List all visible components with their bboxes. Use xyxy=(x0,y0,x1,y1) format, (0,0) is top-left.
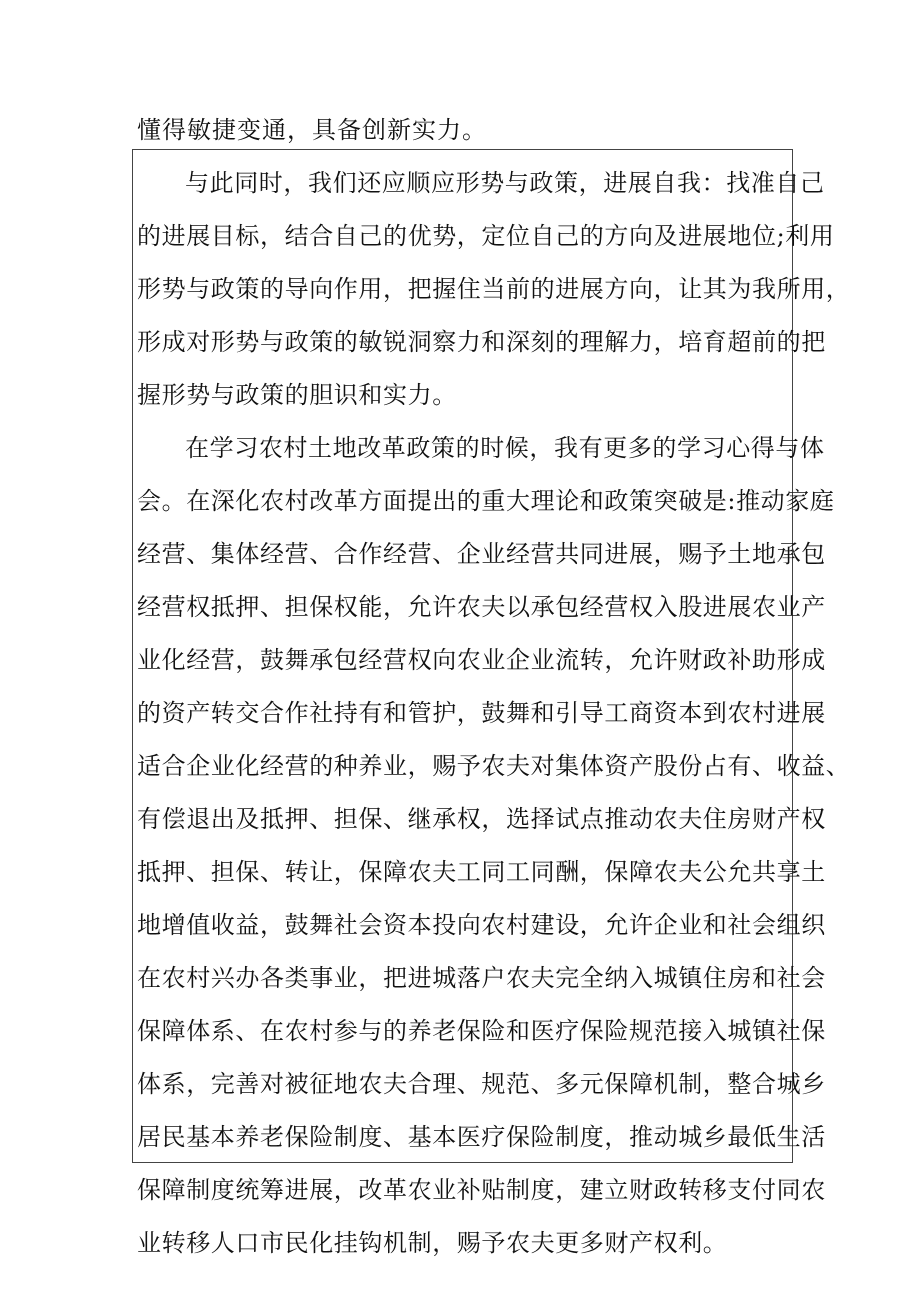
paragraph-2-line-15: 保障制度统筹进展，改革农业补贴制度，建立财政转移支付同农 xyxy=(137,1176,826,1204)
paragraph-2-line-11: 在农村兴办各类事业，把进城落户农夫完全纳入城镇住房和社会 xyxy=(137,964,826,992)
lead-text-line: 懂得敏捷变通，具备创新实力。 xyxy=(137,116,487,144)
paragraph-2-line-4: 经营权抵押、担保权能，允许农夫以承包经营权入股进展农业产 xyxy=(137,593,826,621)
paragraph-2-line-7: 适合企业化经营的种养业，赐予农夫对集体资产股份占有、收益、 xyxy=(137,752,851,780)
paragraph-2-line-2: 会。在深化农村改革方面提出的重大理论和政策突破是:推动家庭 xyxy=(137,487,835,515)
paragraph-2-line-9: 抵押、担保、转让，保障农夫工同工同酬，保障农夫公允共享土 xyxy=(137,858,826,886)
paragraph-1-line-2: 的进展目标，结合自己的优势，定位自己的方向及进展地位;利用 xyxy=(137,222,835,250)
paragraph-2-line-12: 保障体系、在农村参与的养老保险和医疗保险规范接入城镇社保 xyxy=(137,1017,826,1045)
paragraph-2-line-6: 的资产转交合作社持有和管护，鼓舞和引导工商资本到农村进展 xyxy=(137,699,826,727)
paragraph-1-line-3: 形势与政策的导向作用，把握住当前的进展方向，让其为我所用， xyxy=(137,275,851,303)
paragraph-2-line-5: 业化经营，鼓舞承包经营权向农业企业流转，允许财政补助形成 xyxy=(137,646,826,674)
paragraph-2-line-10: 地增值收益，鼓舞社会资本投向农村建设，允许企业和社会组织 xyxy=(137,911,826,939)
paragraph-2-line-1: 在学习农村土地改革政策的时候，我有更多的学习心得与体 xyxy=(185,434,825,462)
paragraph-1-line-1: 与此同时，我们还应顺应形势与政策，进展自我：找准自己 xyxy=(185,169,825,197)
paragraph-2-line-3: 经营、集体经营、合作经营、企业经营共同进展，赐予土地承包 xyxy=(137,540,826,568)
paragraph-1-line-4: 形成对形势与政策的敏锐洞察力和深刻的理解力，培育超前的把 xyxy=(137,328,826,356)
paragraph-2-line-16: 业转移人口市民化挂钩机制，赐予农夫更多财产权利。 xyxy=(137,1229,728,1257)
paragraph-1-line-5: 握形势与政策的胆识和实力。 xyxy=(137,381,457,409)
paragraph-2-line-13: 体系，完善对被征地农夫合理、规范、多元保障机制，整合城乡 xyxy=(137,1070,826,1098)
paragraph-2-line-14: 居民基本养老保险制度、基本医疗保险制度，推动城乡最低生活 xyxy=(137,1123,826,1151)
paragraph-2-line-8: 有偿退出及抵押、担保、继承权，选择试点推动农夫住房财产权 xyxy=(137,805,826,833)
bordered-text-box xyxy=(132,149,851,1257)
